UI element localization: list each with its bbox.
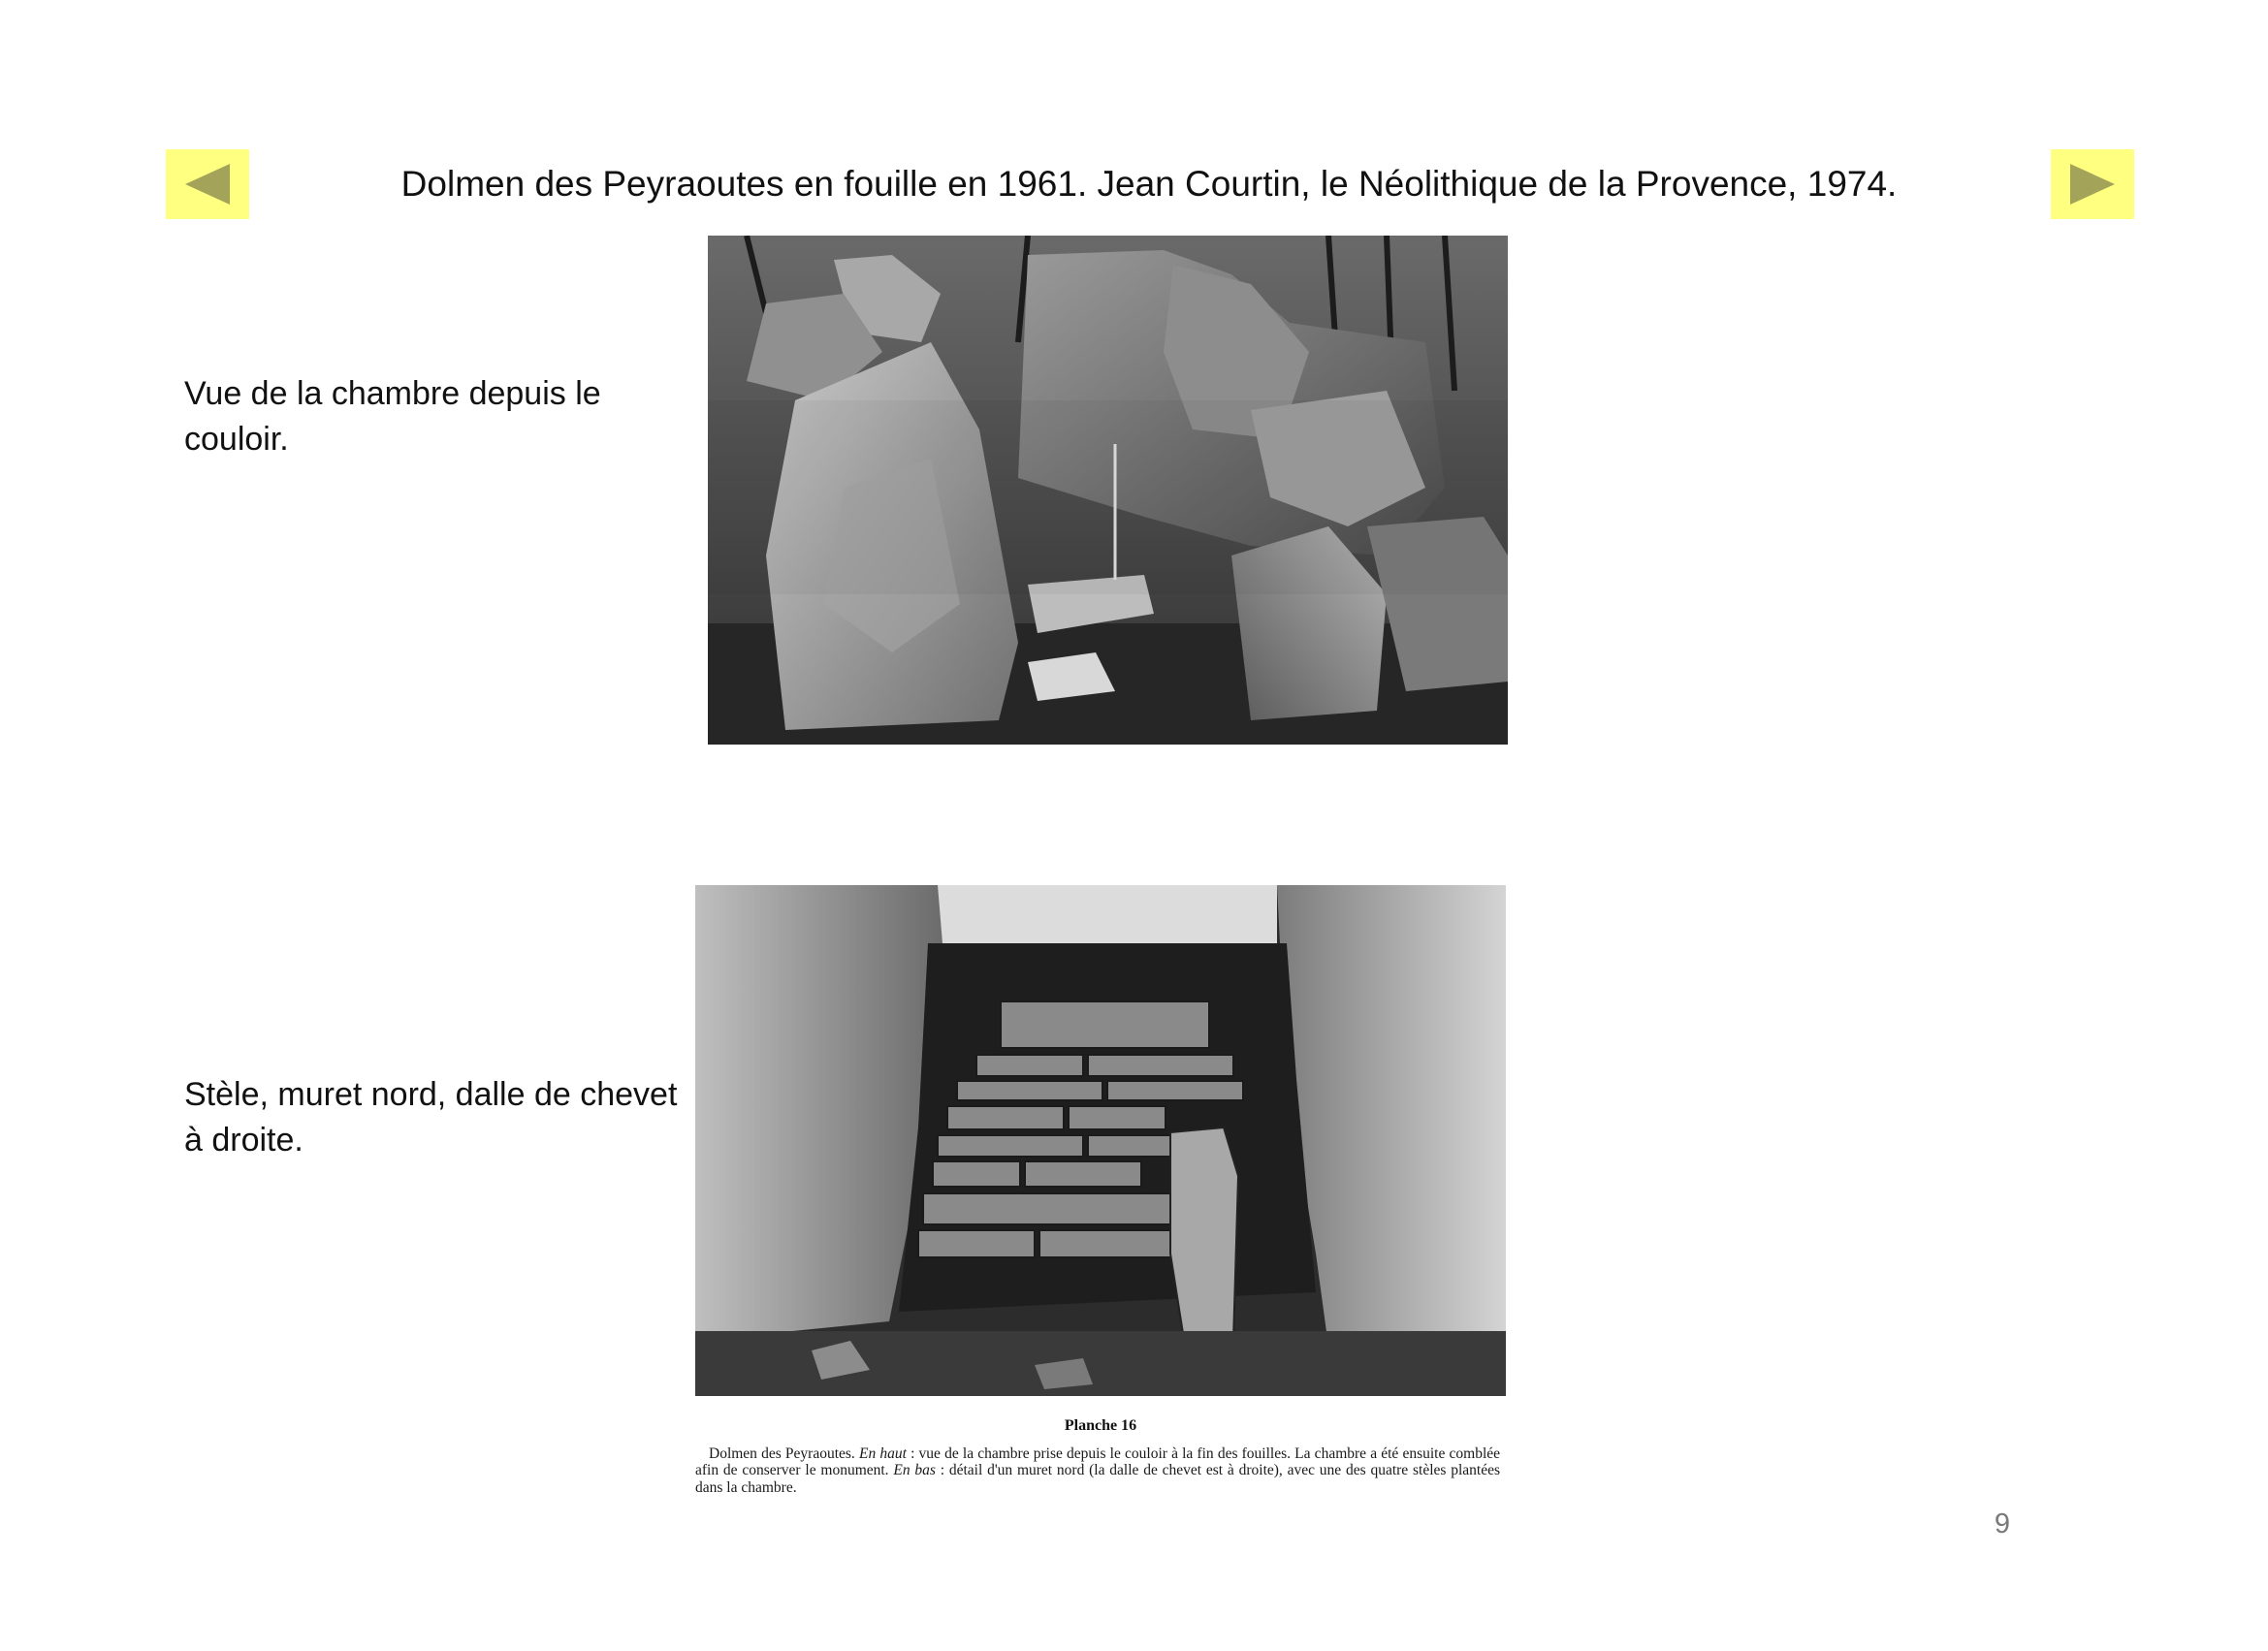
plate-caption-emphasis-1: En haut <box>858 1445 907 1462</box>
photo-stele-north-wall <box>695 885 1506 1396</box>
slide-title: Dolmen des Peyraoutes en fouille en 1961. Jean Courtin, le Néolithique de la Provence, 1974. <box>400 164 1898 204</box>
plate-caption-emphasis-2: En bas <box>893 1462 936 1479</box>
plate-caption <box>695 1445 1500 1496</box>
plate-caption-part-1: Dolmen des Peyraoutes. <box>709 1445 855 1462</box>
previous-slide-button[interactable] <box>166 149 249 219</box>
photo-chamber-from-corridor <box>708 236 1508 745</box>
caption-stele-wall: Stèle, muret nord, dalle de chevet à droite. <box>184 1076 678 1159</box>
next-slide-button[interactable] <box>2051 149 2134 219</box>
plate-caption-part-2: : vue de la chambre prise depuis le couloir à la fin des fouilles. La chambre a été ensuite comblée afin de conserver le monument. <box>695 1445 1501 1479</box>
triangle-left-icon <box>183 162 232 206</box>
plate-title: Planche 16 <box>1064 1417 1137 1434</box>
triangle-right-icon <box>2068 162 2117 206</box>
plate-caption-part-3: : détail d'un muret nord (la dalle de chevet est à droite), avec une des quatre stèles plantées dans la chambre. <box>695 1462 1501 1496</box>
page-number: 9 <box>1994 1508 2011 1540</box>
caption-chamber-view: Vue de la chambre depuis le couloir. <box>184 375 601 458</box>
